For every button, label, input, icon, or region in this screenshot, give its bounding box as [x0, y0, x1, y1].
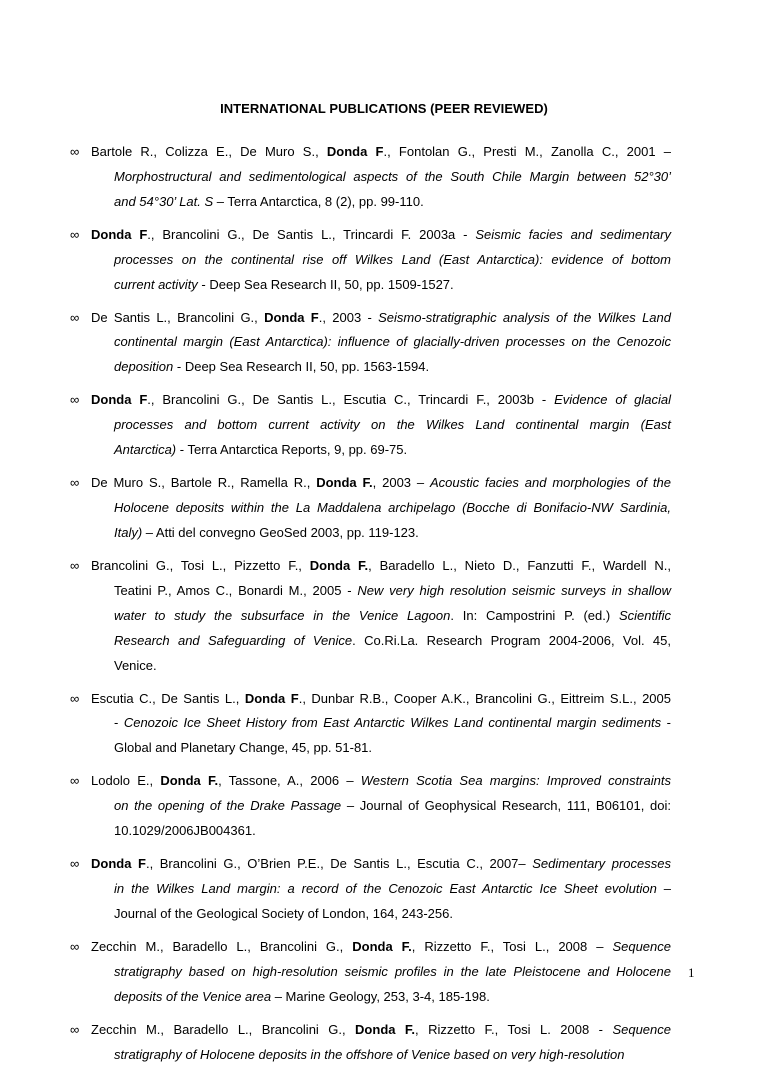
citation-text: . In: Campostrini P. (ed.) — [450, 607, 619, 623]
author-highlight: Donda F. — [352, 939, 412, 954]
citation-text: Venice. — [114, 657, 157, 673]
paper-title: processes and bottom current activity on the Wilkes Land continental margin (East — [114, 417, 671, 433]
bullet-icon: ∞ — [70, 226, 80, 242]
paper-title: Antarctica) — [114, 442, 177, 458]
page-number: 1 — [688, 965, 695, 980]
citation-text: , Rizzetto F., Tosi L. 2008 - — [415, 1021, 613, 1037]
paper-title: New very high resolution seismic surveys in shallow — [357, 582, 671, 598]
reference-line — [114, 960, 671, 985]
citation-text: Brancolini G., Tosi L., Pizzetto F., — [91, 558, 310, 573]
bullet-icon: ∞ — [70, 939, 80, 954]
bullet-icon: ∞ — [70, 1021, 80, 1037]
paper-title: Seismo-stratigraphic analysis of the Wilkes Land — [378, 309, 671, 325]
page-title: INTERNATIONAL PUBLICATIONS (PEER REVIEWED) — [220, 101, 548, 116]
reference-line — [114, 496, 671, 521]
reference-line — [114, 736, 372, 761]
citation-text: De Santis L., Brancolini G., — [91, 309, 265, 325]
reference-line — [114, 438, 407, 463]
paper-title: stratigraphy based on high-resolution seismic profiles in the late Pleistocene and Holocene — [114, 963, 671, 979]
citation-text: - — [661, 715, 671, 731]
author-highlight: Donda F — [264, 309, 319, 325]
reference-line — [91, 935, 671, 960]
reference-line — [91, 140, 671, 165]
reference-line — [114, 165, 671, 190]
reference-line — [114, 355, 429, 380]
citation-text: - Terra Antarctica Reports, 9, pp. 69-75. — [176, 442, 408, 458]
author-highlight: Donda F — [326, 144, 384, 159]
citation-text: . Co.Ri.La. Research Program 2004-2006, Vol. 45, — [352, 632, 671, 648]
paper-title: Morphostructural and sedimentological aspects of the South Chile Margin between 52°30’ — [114, 168, 671, 184]
author-highlight: Donda F. — [160, 773, 219, 789]
reference-line — [114, 273, 454, 298]
paper-title: and 54°30’ Lat. S — [114, 193, 217, 209]
paper-title: Sedimentary processes — [532, 856, 671, 872]
reference-line — [91, 554, 671, 579]
citation-text: ., Brancolini G., De Santis L., Escutia C., Trincardi F., 2003b - — [147, 392, 555, 408]
author-highlight: Donda F — [244, 690, 299, 706]
paper-title: in the Wilkes Land margin: a record of the Cenozoic East Antarctic Ice Sheet evolution — [114, 881, 657, 897]
paper-title: Sequence — [612, 1021, 671, 1037]
citation-text: ., Dunbar R.B., Cooper A.K., Brancolini G., Eittreim S.L., 2005 — [298, 690, 671, 706]
citation-text: Zecchin M., Baradello L., Brancolini G., — [91, 1021, 356, 1037]
citation-text: - Deep Sea Research II, 50, pp. 1563-1594. — [173, 359, 430, 375]
citation-text: , 2003 – — [372, 475, 430, 491]
bullet-icon: ∞ — [70, 475, 80, 491]
citation-text: ., Brancolini G., De Santis L., Trincardi F. 2003a - — [147, 226, 476, 242]
citation-text: ., Brancolini G., O’Brien P.E., De Santis L., Escutia C., 2007– — [145, 856, 533, 872]
citation-text: - — [114, 715, 124, 731]
bullet-icon: ∞ — [70, 690, 80, 706]
author-highlight: Donda F. — [316, 475, 373, 491]
reference-line — [114, 190, 424, 215]
reference-line — [114, 985, 490, 1010]
paper-title: Italy) — [114, 524, 143, 540]
reference-line — [114, 819, 256, 844]
author-highlight: Donda F — [91, 392, 148, 408]
reference-line — [114, 330, 671, 355]
reference-line — [114, 794, 671, 819]
citation-text: Global and Planetary Change, 45, pp. 51-81. — [114, 740, 373, 756]
paper-title: water to study the subsurface in the Venice Lagoon — [114, 607, 451, 623]
citation-text: , Baradello L., Nieto D., Fanzutti F., Wardell N., — [368, 558, 671, 573]
paper-title: on the opening of the Drake Passage — [114, 798, 342, 814]
citation-text: – Atti del convegno GeoSed 2003, pp. 119-123. — [142, 524, 419, 540]
reference-line — [91, 852, 671, 877]
paper-title: Sequence — [612, 939, 671, 954]
citation-text: ., Fontolan G., Presti M., Zanolla C., 2001 – — [383, 144, 671, 159]
reference-line — [114, 413, 671, 438]
author-highlight: Donda F. — [355, 1021, 416, 1037]
reference-line — [91, 306, 671, 331]
reference-line — [91, 223, 671, 248]
author-highlight: Donda F — [91, 226, 148, 242]
reference-line — [114, 604, 671, 629]
paper-title: Research and Safeguarding of Venice — [114, 632, 353, 648]
reference-line — [114, 629, 671, 654]
bullet-icon: ∞ — [70, 144, 80, 159]
bullet-icon: ∞ — [70, 392, 80, 408]
citation-text: Zecchin M., Baradello L., Brancolini G., — [91, 939, 353, 954]
reference-line — [114, 877, 671, 902]
citation-text: De Muro S., Bartole R., Ramella R., — [91, 475, 317, 491]
reference-line — [114, 711, 671, 736]
reference-line — [91, 769, 671, 794]
citation-text: Journal of the Geological Society of London, 164, 243-256. — [114, 905, 453, 921]
paper-title: deposition — [114, 359, 174, 375]
reference-line — [114, 1043, 624, 1068]
citation-text: - Deep Sea Research II, 50, pp. 1509-1527. — [197, 276, 454, 292]
reference-line — [114, 654, 157, 679]
citation-text: Escutia C., De Santis L., — [91, 690, 245, 706]
paper-title: stratigraphy of Holocene deposits in the offshore of Venice based on very high-resolution — [114, 1046, 625, 1062]
bullet-icon: ∞ — [70, 856, 80, 872]
paper-title: Cenozoic Ice Sheet History from East Antarctic Wilkes Land continental margin sediments — [123, 715, 662, 731]
paper-title: Acoustic facies and morphologies of the — [429, 475, 671, 491]
reference-line — [91, 687, 671, 712]
paper-title: Western Scotia Sea margins: Improved constraints — [360, 773, 672, 789]
citation-text: Teatini P., Amos C., Bonardi M., 2005 - — [114, 582, 358, 598]
paper-title: Scientific — [618, 607, 671, 623]
reference-line — [91, 1018, 671, 1043]
reference-line — [114, 248, 671, 273]
paper-title: deposits of the Venice area — [114, 988, 272, 1004]
author-highlight: Donda F. — [309, 558, 369, 573]
paper-title: processes on the continental rise off Wilkes Land (East Antarctica): evidence of bottom — [114, 251, 671, 267]
citation-text: – Marine Geology, 253, 3-4, 185-198. — [271, 988, 490, 1004]
citation-text: – — [656, 881, 672, 897]
reference-line — [114, 521, 419, 546]
reference-line — [91, 388, 671, 413]
citation-text: , Tassone, A., 2006 – — [218, 773, 361, 789]
citation-text: Bartole R., Colizza E., De Muro S., — [91, 144, 327, 159]
paper-title: continental margin (East Antarctica): influence of glacially-driven processes on the Cenozoic — [114, 334, 671, 350]
bullet-icon: ∞ — [70, 558, 80, 573]
author-highlight: Donda F — [91, 856, 146, 872]
citation-text: Lodolo E., — [91, 773, 161, 789]
paper-title: Holocene deposits within the La Maddalena archipelago (Bocche di Bonifacio-NW Sardinia, — [114, 500, 671, 516]
citation-text: – Journal of Geophysical Research, 111, B06101, doi: — [341, 798, 672, 814]
reference-line — [114, 902, 453, 927]
citation-text: , Rizzetto F., Tosi L., 2008 – — [411, 939, 613, 954]
paper-title: current activity — [114, 276, 198, 292]
citation-text: ., 2003 - — [318, 309, 379, 325]
citation-text: – Terra Antarctica, 8 (2), pp. 99-110. — [216, 193, 424, 209]
paper-title: Evidence of glacial — [554, 392, 672, 408]
bullet-icon: ∞ — [70, 773, 80, 789]
reference-line — [91, 471, 671, 496]
paper-title: Seismic facies and sedimentary — [475, 226, 671, 242]
citation-text: 10.1029/2006JB004361. — [114, 823, 256, 839]
reference-line — [114, 579, 671, 604]
bullet-icon: ∞ — [70, 309, 80, 325]
